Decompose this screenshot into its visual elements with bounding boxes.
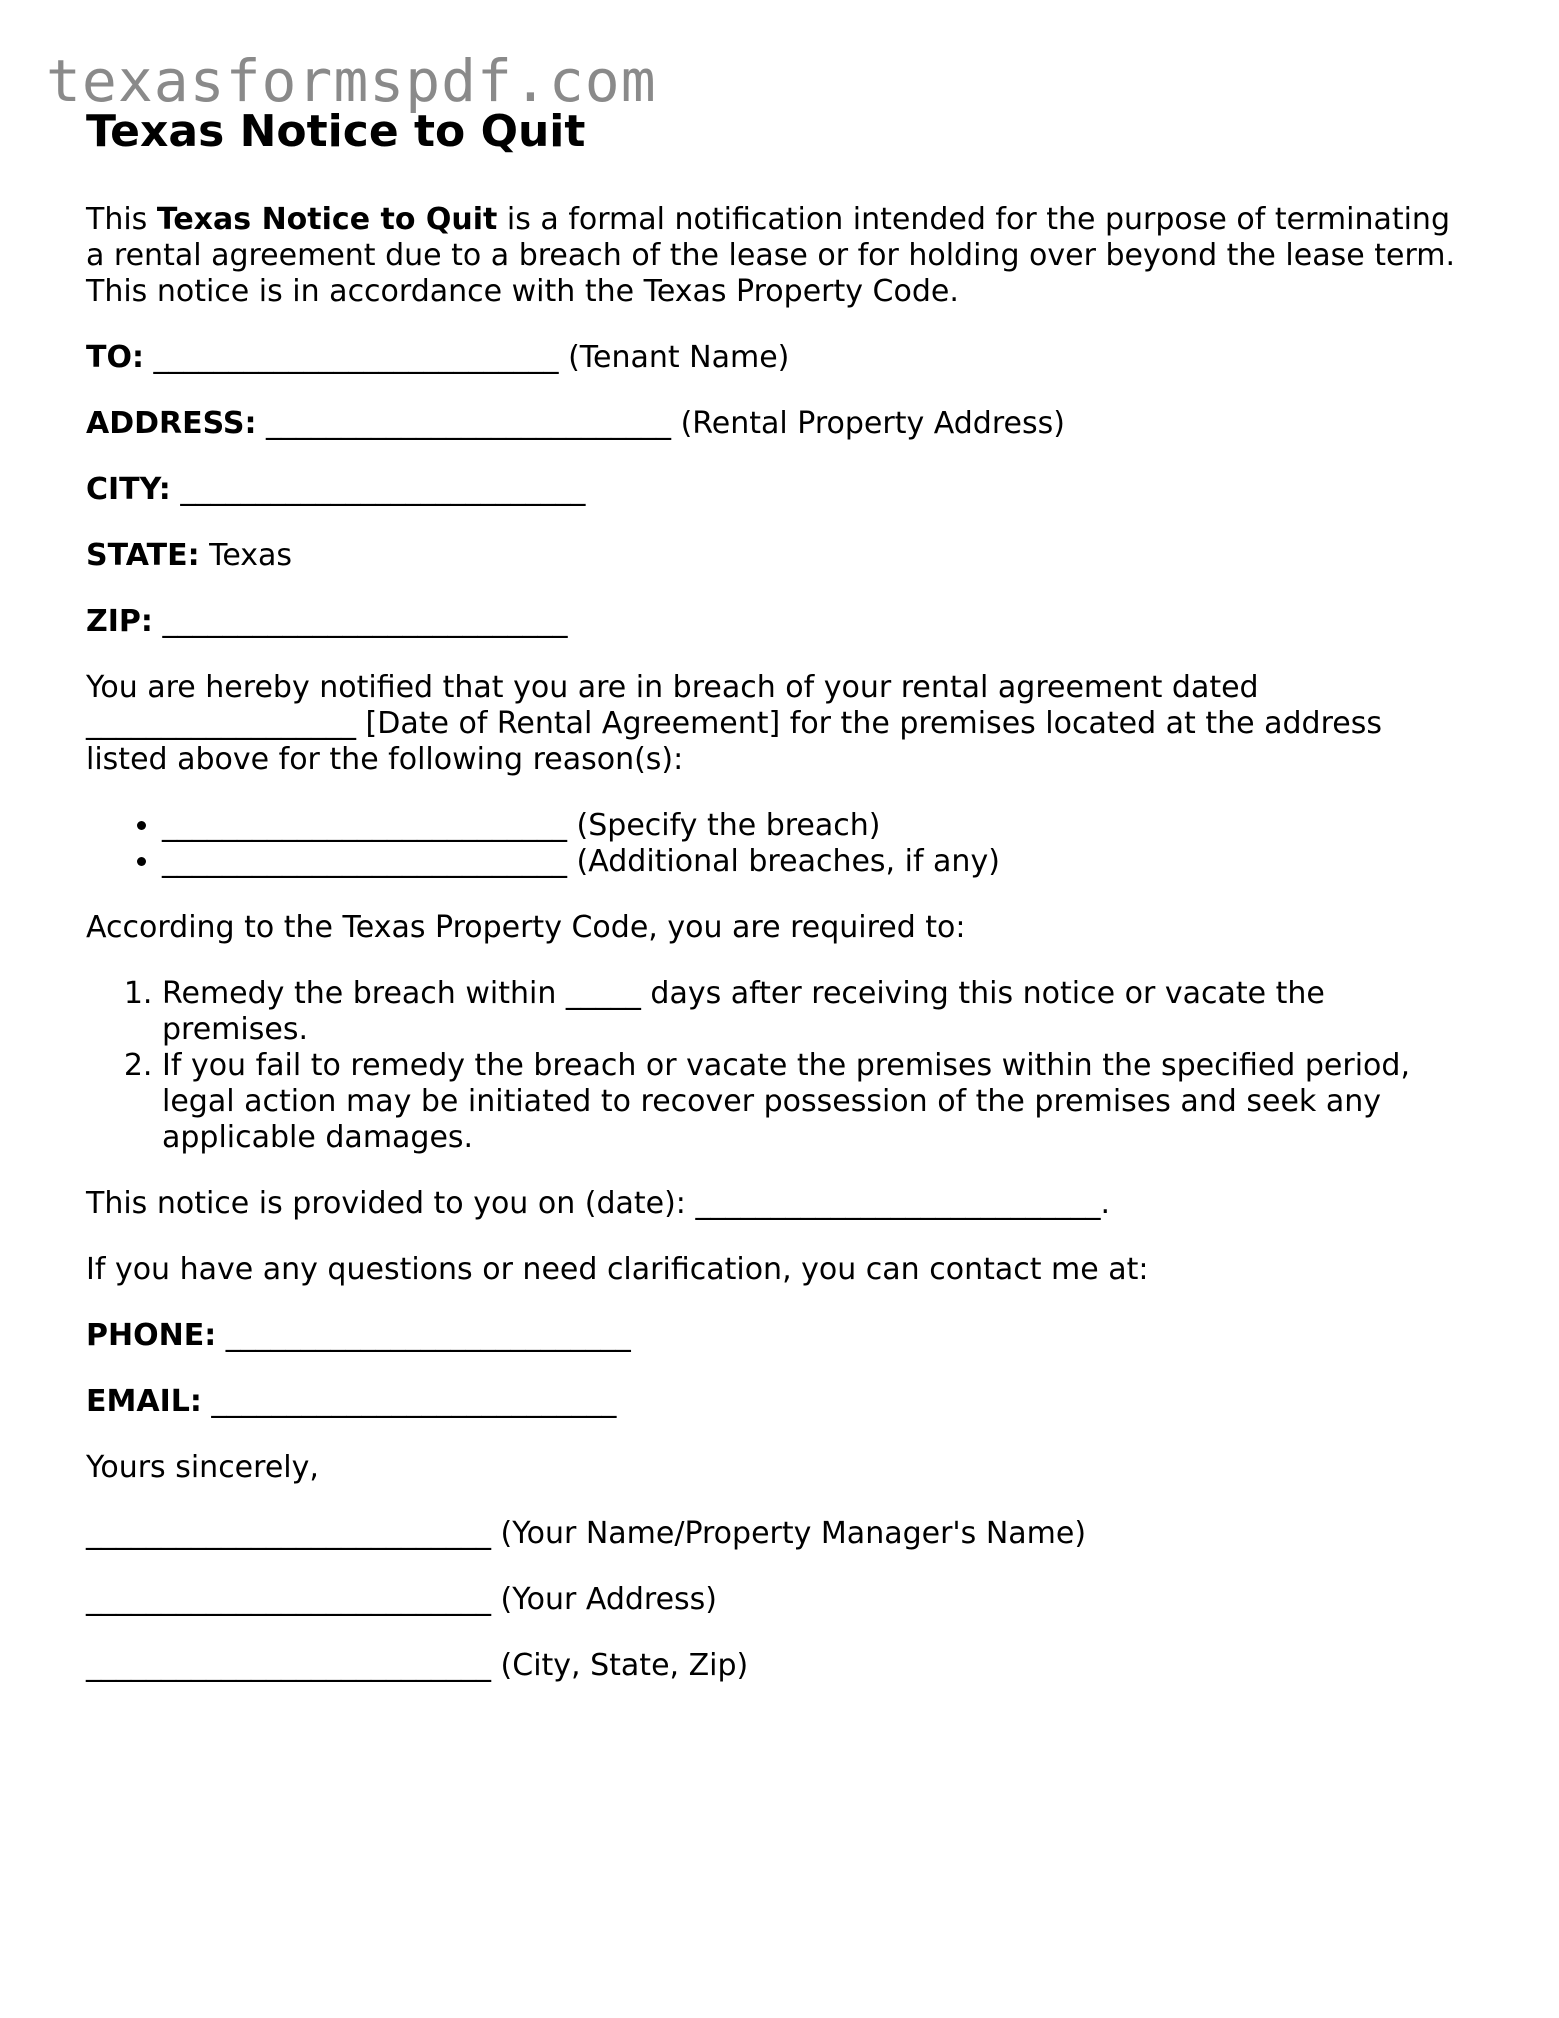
- field-to-label: TO:: [86, 340, 144, 375]
- field-phone-blank[interactable]: ___________________________: [225, 1318, 631, 1353]
- intro-before: This: [86, 202, 157, 237]
- requirements-intro: According to the Texas Property Code, you are required to:: [86, 910, 966, 945]
- field-state: [86, 538, 1466, 574]
- breach-blank[interactable]: ___________________________: [162, 844, 567, 879]
- breach-line1: You are hereby notified that you are in breach of your rental agreement dated: [86, 670, 1259, 705]
- document-page: [86, 106, 1466, 1714]
- field-city-label: CITY:: [86, 472, 171, 507]
- signature-address-blank[interactable]: ___________________________: [86, 1582, 491, 1617]
- signature-city-hint: (City, State, Zip): [500, 1648, 749, 1683]
- list-item: [162, 808, 1466, 844]
- breach-list: [86, 808, 1466, 880]
- breach-rest: [Date of Rental Agreement] for the premises located at the address listed above for the following reason(s):: [86, 706, 1382, 777]
- breach-date-blank[interactable]: __________________: [86, 706, 356, 741]
- field-phone-label: PHONE:: [86, 1318, 217, 1353]
- intro-paragraph: [86, 202, 1466, 310]
- field-email: [86, 1384, 1466, 1420]
- field-state-label: STATE:: [86, 538, 200, 573]
- page-title: Texas Notice to Quit: [86, 106, 586, 157]
- breach-hint: (Specify the breach): [576, 808, 881, 843]
- field-address-label: ADDRESS:: [86, 406, 257, 441]
- intro-after: is a formal notification intended for the purpose of terminating a rental agreement due to a breach of the lease or for holding over beyond the lease term. This notice is in accordance with the Texas Property Code.: [86, 202, 1456, 309]
- list-item: 1. Remedy the breach within _____ days after receiving this notice or vacate the premises.: [162, 976, 1466, 1048]
- signature-name-hint: (Your Name/Property Manager's Name): [500, 1516, 1087, 1551]
- field-zip-blank[interactable]: ___________________________: [162, 604, 568, 639]
- field-zip-label: ZIP:: [86, 604, 153, 639]
- field-to-hint: (Tenant Name): [568, 340, 790, 375]
- contact-intro: If you have any questions or need clarification, you can contact me at:: [86, 1252, 1149, 1287]
- signature-name-blank[interactable]: ___________________________: [86, 1516, 491, 1551]
- field-city-blank[interactable]: ___________________________: [180, 472, 586, 507]
- signature-city-blank[interactable]: ___________________________: [86, 1648, 491, 1683]
- list-item: 2. If you fail to remedy the breach or vacate the premises within the specified period, legal action may be initiated to recover possession of the premises and seek any applicable damages.: [162, 1048, 1466, 1156]
- field-phone: [86, 1318, 1466, 1354]
- requirements-list: [86, 976, 1466, 1156]
- watermark: texasformspdf.com: [46, 47, 657, 115]
- field-email-blank[interactable]: ___________________________: [211, 1384, 617, 1419]
- signature-address-hint: (Your Address): [500, 1582, 718, 1617]
- field-zip: [86, 604, 1466, 640]
- breach-paragraph: [86, 670, 1466, 778]
- intro-bold: Texas Notice to Quit: [156, 202, 498, 237]
- signature-address: [86, 1582, 1466, 1618]
- field-to-blank[interactable]: ___________________________: [153, 340, 559, 375]
- signature-city: [86, 1648, 1466, 1684]
- field-address: [86, 406, 1466, 442]
- field-address-hint: (Rental Property Address): [680, 406, 1065, 441]
- field-city: [86, 472, 1466, 508]
- field-state-value: Texas: [209, 538, 293, 573]
- closing: Yours sincerely,: [86, 1450, 319, 1485]
- signature-name: [86, 1516, 1466, 1552]
- field-to: [86, 340, 1466, 376]
- field-address-blank[interactable]: ___________________________: [266, 406, 672, 441]
- breach-hint: (Additional breaches, if any): [576, 844, 1000, 879]
- provided-on: This notice is provided to you on (date): ___________________________.: [86, 1186, 1110, 1221]
- field-email-label: EMAIL:: [86, 1384, 202, 1419]
- breach-blank[interactable]: ___________________________: [162, 808, 567, 843]
- list-item: [162, 844, 1466, 880]
